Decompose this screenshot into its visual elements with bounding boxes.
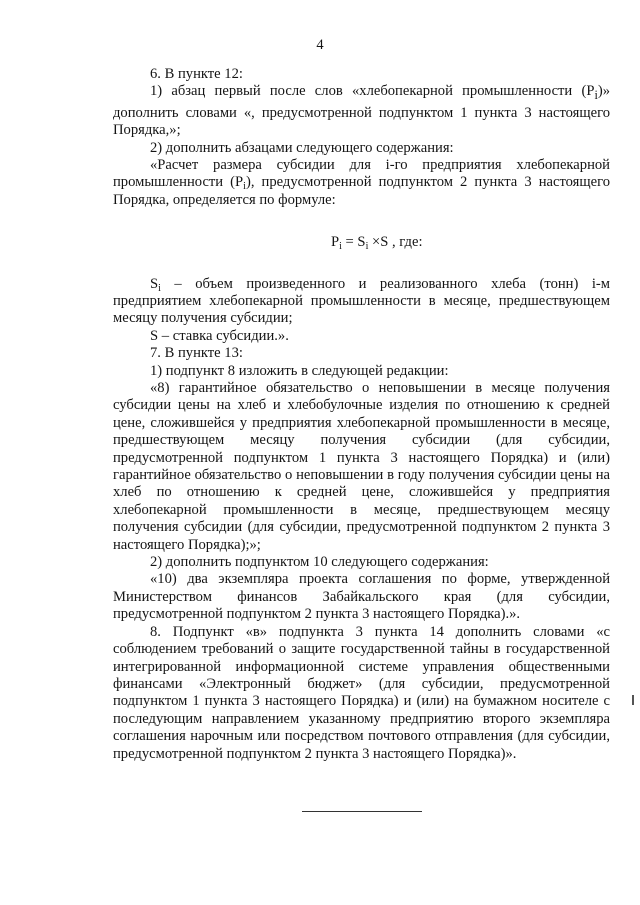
s-definition: S – ставка субсидии.». <box>150 327 289 344</box>
item-6-subitem-2: 2) дополнить абзацами следующего содержания: <box>150 139 454 156</box>
item-7-subitem-2: 2) дополнить подпунктом 10 следующего содержания: <box>150 554 489 571</box>
document-body <box>113 66 610 763</box>
item-7-heading: 7. В пункте 13: <box>150 345 243 362</box>
item-7-subpoint-10: «10) два экземпляра проекта соглашения по форме, утвержденной Министерством финансов Забайкальского края (для субсидии, предусмотренной подпунктом 2 пункта 3 настоящего Порядка).». <box>113 571 610 623</box>
margin-mark <box>632 695 634 705</box>
item-6-subitem-1: 1) абзац первый после слов «хлебопекарной промышленности $(P_i)$» дополнить словами «, предусмотренной подпунктом 1 пункта 3 настоящего Порядка,»; <box>113 83 610 139</box>
item-6-formula-intro: «Расчет размера субсидии для i-го предприятия хлебопекарной промышленности $(P_i)$, предусмотренной подпунктом 2 пункта 3 настоящего Порядка, определяется по формуле: <box>113 156 611 208</box>
end-separator-line <box>302 811 422 812</box>
page-number: 4 <box>316 37 324 53</box>
subsidy-formula: $P_i = S_i \times S$ , где: <box>331 234 423 253</box>
item-7-subpoint-8: «8) гарантийное обязательство о неповышении в месяце получения субсидии цены на хлеб и хлебобулочные изделия по отношению к средней цене, сложившейся у предприятия хлебопекарной промышленности в месяце, предшествующем месяцу получения субсидии (для субсидии, предусмотренной подпунктом 1 пункта 3 настоящего Порядка) и (или) гарантийное обязательство о неповышении в году получения субсидии цены на хлеб по отношению к средней цене, сложившейся у предприятия хлебопекарной промышленности в месяце, предшествующем месяцу получения субсидии (для субсидии, предусмотренной подпунктом 2 пункта 3 настоящего Порядка);»; <box>113 380 610 553</box>
item-6-heading: 6. В пункте 12: <box>150 66 243 82</box>
item-7-subitem-1: 1) подпункт 8 изложить в следующей редакции: <box>150 362 449 379</box>
si-definition: $S_i$ – объем произведенного и реализованного хлеба (тонн) i-м предприятием хлебопекарной промышленности в месяце, предшествующем месяцу получения субсидии; <box>113 275 610 327</box>
item-8-paragraph: 8. Подпункт «в» подпункта 3 пункта 14 дополнить словами «с соблюдением требований о защите государственной тайны в государственной интегрированной информационной системе управления общественными финансами «Электронный бюджет» (для субсидии, предусмотренной подпунктом 1 пункта 3 настоящего Порядка) и (или) на бумажном носителе с последующим направлением указанному предприятию второго экземпляра соглашения нарочным или посредством почтового отправления (для субсидии, предусмотренной подпунктом 2 пункта 3 настоящего Порядка)». <box>113 623 610 762</box>
